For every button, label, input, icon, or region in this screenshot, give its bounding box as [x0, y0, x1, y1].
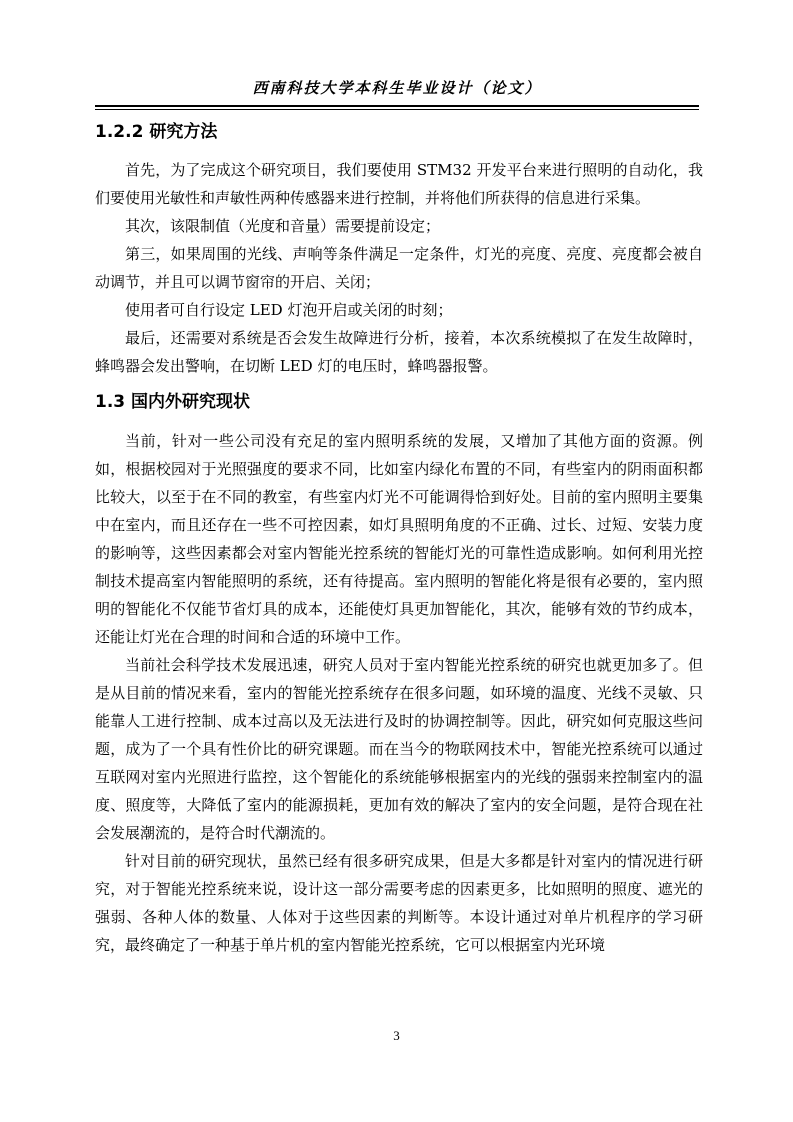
- paragraph: 针对目前的研究现状，虽然已经有很多研究成果，但是大多都是针对室内的情况进行研究，对于智能光控系统来说，设计这一部分需要考虑的因素更多，比如照明的照度、遮光的强弱、各种人体的数量、人体对于这些因素的判断等。本设计通过对单片机程序的学习研究，最终确定了一种基于单片机的室内智能光控系统，它可以根据室内光环境: [95, 852, 703, 954]
- section-heading-research-method: 1.2.2 研究方法: [95, 122, 218, 142]
- paragraph: 使用者可自行设定 LED 灯泡开启或关闭的时刻；: [125, 301, 453, 319]
- page-content: [95, 120, 703, 959]
- header-rule-thick: [95, 105, 699, 107]
- paragraph: 当前，针对一些公司没有充足的室内照明系统的发展，又增加了其他方面的资源。例如，根据校园对于光照强度的要求不同，比如室内绿化布置的不同，有些室内的阴雨面积都比较大，以至于在不同的教室，有些室内灯光不可能调得恰到好处。目前的室内照明主要集中在室内，而且还存在一些不可控因素，如灯具照明角度的不正确、过长、过短、安装力度的影响等，这些因素都会对室内智能光控系统的智能灯光的可靠性造成影响。如何利用光控制技术提高室内智能照明的系统，还有待提高。室内照明的智能化将是很有必要的，室内照明的智能化不仅能节省灯具的成本，还能使灯具更加智能化，其次，能够有效的节约成本，还能让灯光在合理的时间和合适的环境中工作。: [95, 432, 703, 646]
- page-number: 3: [393, 1028, 400, 1043]
- header-rule-thin: [95, 109, 699, 110]
- page-header: [95, 78, 699, 118]
- header-title: 西南科技大学本科生毕业设计（论文）: [252, 79, 542, 97]
- paragraph: 其次，该限制值（光度和音量）需要提前设定；: [125, 217, 441, 235]
- paragraph: 当前社会科学技术发展迅速，研究人员对于室内智能光控系统的研究也就更加多了。但是从目前的情况来看，室内的智能光控系统存在很多问题，如环境的温度、光线不灵敏、只能靠人工进行控制、成本过高以及无法进行及时的协调控制等。因此，研究如何克服这些问题，成为了一个具有性价比的研究课题。而在当今的物联网技术中，智能光控系统可以通过互联网对室内光照进行监控，这个智能化的系统能够根据室内的光线的强弱来控制室内的温度、照度等，大降低了室内的能源损耗，更加有效的解决了室内的安全问题，是符合现在社会发展潮流的，是符合时代潮流的。: [95, 656, 703, 842]
- paragraph: 最后，还需要对系统是否会发生故障进行分析，接着，本次系统模拟了在发生故障时，蜂鸣器会发出警响，在切断 LED 灯的电压时，蜂鸣器报警。: [95, 329, 703, 375]
- section-heading-research-status: 1.3 国内外研究现状: [95, 392, 251, 412]
- paragraph: 首先，为了完成这个研究项目，我们要使用 STM32 开发平台来进行照明的自动化，我们要使用光敏性和声敏性两种传感器来进行控制，并将他们所获得的信息进行采集。: [95, 161, 703, 207]
- paragraph: 第三，如果周围的光线、声响等条件满足一定条件，灯光的亮度、亮度、亮度都会被自动调节，并且可以调节窗帘的开启、关闭；: [95, 245, 703, 291]
